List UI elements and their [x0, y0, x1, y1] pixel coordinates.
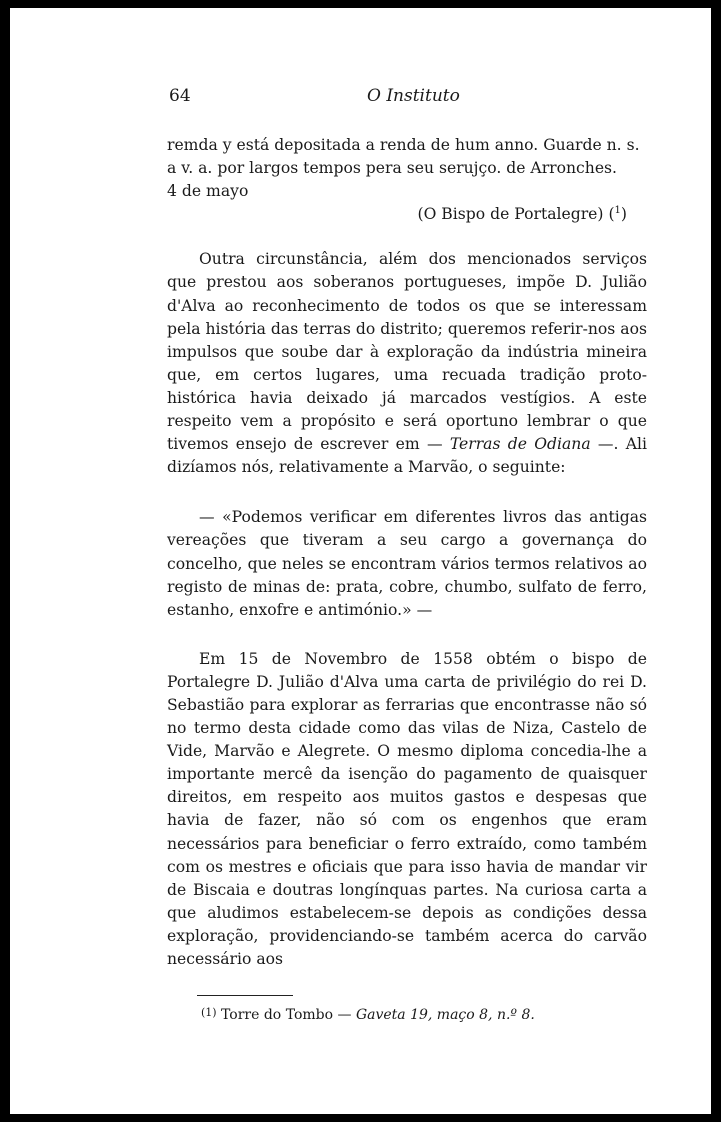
book-title: Terras de Odiana [449, 435, 591, 454]
page-number: 64 [169, 86, 191, 106]
footnote-citation: Gaveta 19, maço 8, n.º 8. [355, 1007, 535, 1024]
document-page [10, 8, 711, 1114]
text-block [167, 80, 647, 1024]
page-header [167, 80, 647, 110]
block-quote: — «Podemos verificar em diferentes livros das antigas vereações que tiveram a seu cargo a governança do concelho, que neles se encontram vários termos relativos ao registo de minas de: prata, cobre, chumbo, sulfato de ferro, estanho, enxofre e antimónio.» — [167, 508, 647, 619]
footnote [201, 1004, 647, 1024]
footnote-text: Torre do Tombo — [221, 1007, 356, 1024]
paragraph: Em 15 de Novembro de 1558 obtém o bispo de Portalegre D. Julião d'Alva uma carta de privilégio do rei D. Sebastião para explorar as ferrarias que encontrasse não só no termo desta cidade como das vilas de Niza, Castelo de Vide, Marvão e Alegrete. O mesmo diploma concedia-lhe a importante mercê da isenção do pagamento de quaisquer direitos, em respeito aos muitos gastos e despesas que havia de fazer, não só com os engenhos que eram necessários para beneficiar o ferro extraído, como também com os mestres e oficiais que para isso havia de mandar vir de Biscaia e doutras longínquas partes. Na curiosa carta a que aludimos estabelecem-se depois as condições dessa exploração, providenciando-se também acerca do carvão necessário aos [167, 649, 647, 968]
paragraph [167, 248, 647, 479]
letter-line: remda y está depositada a renda de hum anno. Guarde n. s. [167, 136, 640, 154]
footnote-divider [197, 995, 293, 996]
signature-text: (O Bispo de Portalegre) ( [417, 205, 615, 224]
signature-close: ) [620, 205, 627, 224]
letter-signature [167, 203, 647, 226]
running-title: O Instituto [367, 86, 460, 106]
letter-line: 4 de mayo [167, 182, 249, 201]
footnote-marker: (1) [201, 1006, 217, 1020]
letter-line: a v. a. por largos tempos pera seu serujço. de Arronches. [167, 159, 618, 178]
paragraph-text: —. Ali dizíamos nós, relativamente a Marvão, o seguinte: [167, 435, 647, 477]
letter-excerpt [167, 134, 647, 226]
footnote-reference[interactable]: 1 [614, 205, 621, 217]
paragraph-text: Outra circunstância, além dos mencionados serviços que prestou aos soberanos portugueses, impõe D. Julião d'Alva ao reconhecimento de todos os que se interessam pela história das terras do distrito; queremos referir-nos aos impulsos que soube dar à exploração da indústria mineira que, em certos lugares, uma recuada tradição proto-histórica havia deixado já marcados vestígios. A este respeito vem a propósito e será oportuno lembrar o que tivemos ensejo de escrever em — [167, 250, 647, 454]
